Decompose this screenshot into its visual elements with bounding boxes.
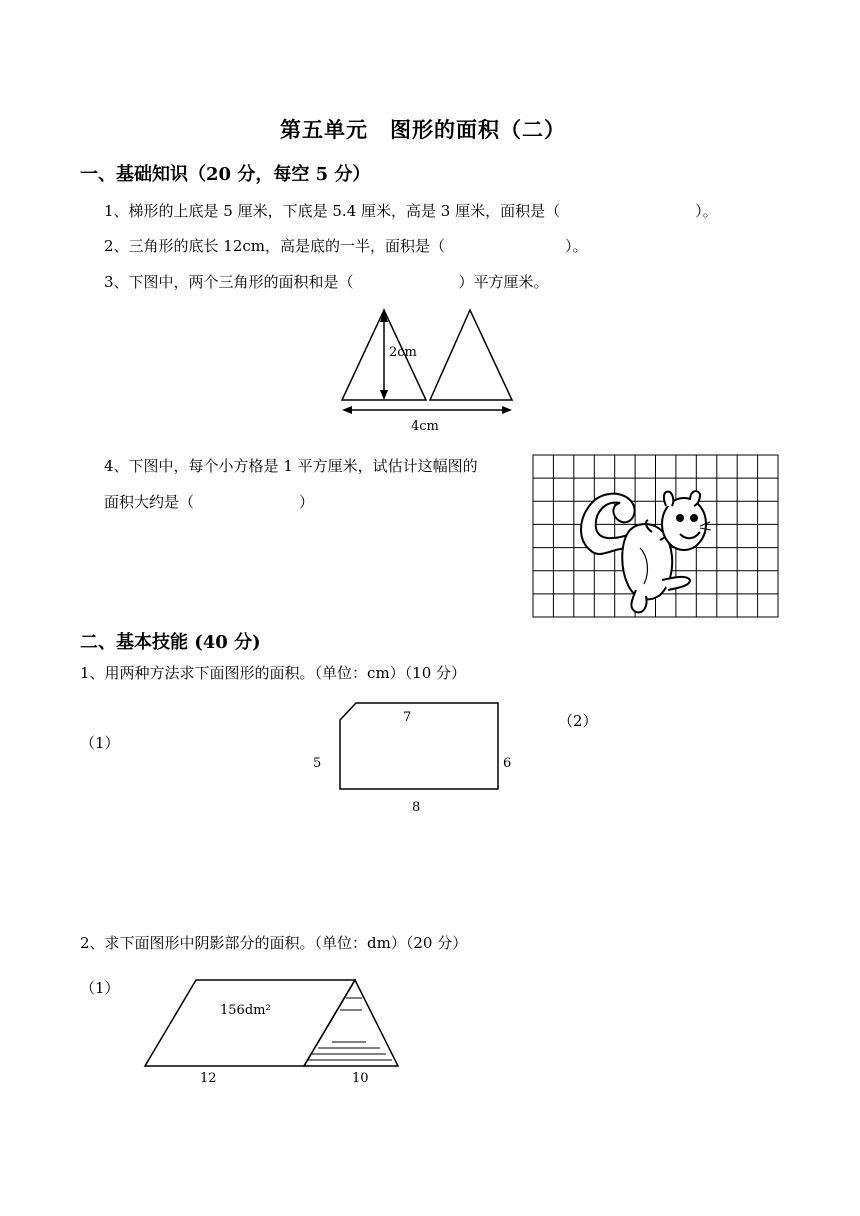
base-right-label: 10: [352, 1071, 369, 1086]
area-label: 156dm²: [220, 1003, 271, 1018]
label-top: 7: [403, 710, 412, 725]
label-bottom: 8: [412, 800, 421, 815]
question-2-1: 1、用两种方法求下面图形的面积。（单位：cm）（10 分）: [80, 664, 467, 682]
shaded-triangle: [304, 980, 398, 1066]
base-left-label: 12: [200, 1071, 217, 1086]
label-left: 5: [313, 756, 322, 771]
question-2-1-part1: （1）: [80, 734, 120, 752]
section1-heading: 一、基础知识（20 分，每空 5 分）: [80, 164, 371, 185]
section2-heading: 二、基本技能 (40 分): [80, 632, 261, 653]
height-label: 2cm: [389, 345, 417, 360]
question-2-1-part2: （2）: [558, 712, 598, 730]
parallelogram: [145, 980, 355, 1066]
question-2-2-part1: （1）: [80, 979, 120, 997]
page-title: 第五单元 图形的面积（二）: [280, 117, 566, 142]
question-1-4-answer: 面积大约是（ ）: [104, 493, 315, 511]
question-1-2: 2、三角形的底长 12cm，高是底的一半，面积是（ ）。: [104, 237, 588, 255]
question-1-4: 4、下图中，每个小方格是 1 平方厘米，试估计这幅图的: [104, 457, 478, 475]
label-right: 6: [503, 756, 512, 771]
question-1-1: 1、梯形的上底是 5 厘米，下底是 5.4 厘米，高是 3 厘米，面积是（ ）。: [104, 202, 718, 220]
question-1-3: 3、下图中，两个三角形的面积和是（ ）平方厘米。: [104, 273, 549, 291]
base-label: 4cm: [411, 419, 439, 434]
question-2-2: 2、求下面图形中阴影部分的面积。（单位：dm）（20 分）: [80, 934, 468, 952]
